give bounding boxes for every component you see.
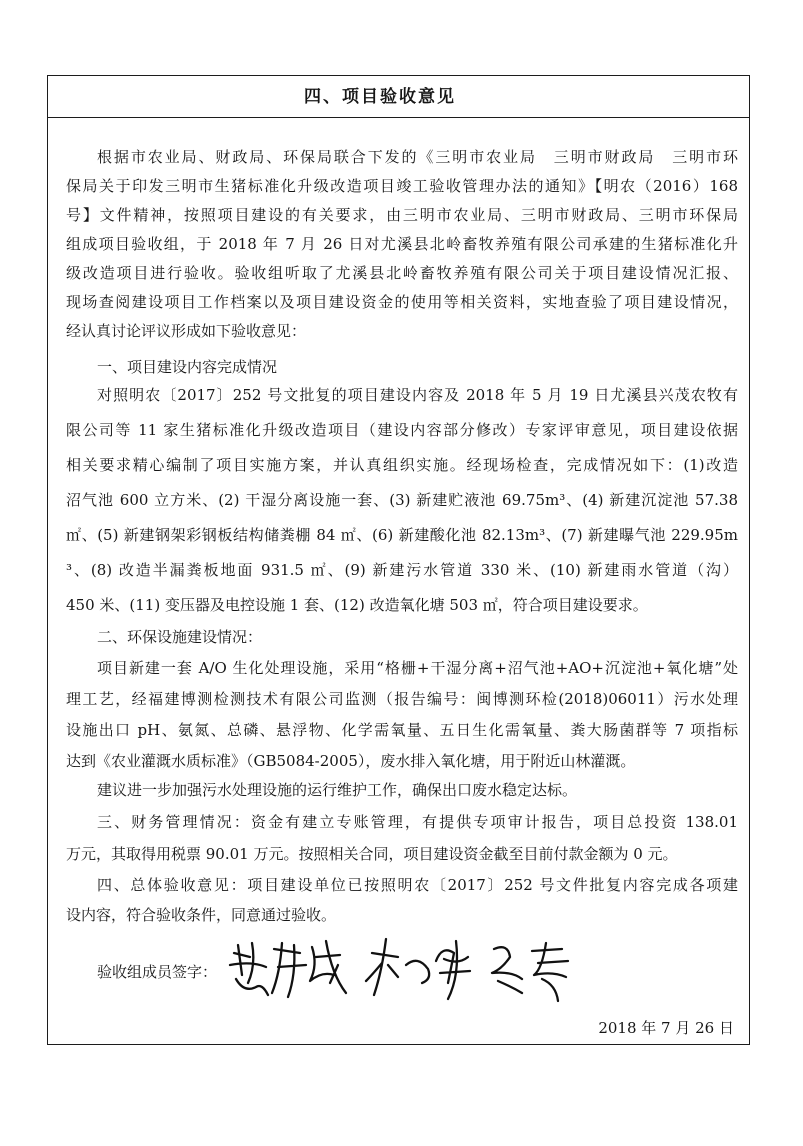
signature-1	[230, 941, 346, 997]
text-line: 限公司等 11 家生猪标准化升级改造项目（建设内容部分修改）专家评审意见，项目建设依据	[66, 421, 738, 439]
text-line: 经认真讨论评议形成如下验收意见：	[66, 322, 307, 340]
section-heading: 二、环保设施建设情况：	[97, 628, 263, 646]
text-line: 沼气池 600 立方米、(2) 干湿分离设施一套、(3) 新建贮液池 69.75m³、(4) 新建沉淀池 57.38	[66, 491, 738, 509]
text-line: 四、总体验收意见：项目建设单位已按照明农〔2017〕252 号文件批复内容完成各项建	[97, 876, 738, 894]
signature-3	[492, 943, 568, 1001]
handwritten-signatures	[222, 935, 592, 1005]
section2-paragraph	[66, 653, 738, 777]
text-line: ㎡、(5) 新建钢架彩钢板结构储粪棚 84 ㎡、(6) 新建酸化池 82.13m³、(7) 新建曝气池 229.95m	[66, 526, 738, 544]
text-line: 根据市农业局、财政局、环保局联合下发的《三明市农业局 三明市财政局 三明市环	[97, 148, 738, 166]
section1-paragraph	[66, 378, 738, 623]
text-line: 万元，其取得用税票 90.01 万元。按照相关合同，项目建设资金截至目前付款金额为 0 元。	[66, 845, 678, 863]
text-line: 三、财务管理情况：资金有建立专账管理，有提供专项审计报告，项目总投资 138.01	[97, 813, 738, 831]
document-date: 2018 年 7 月 26 日	[598, 1019, 734, 1037]
text-line: 设内容，符合验收条件，同意通过验收。	[66, 906, 337, 924]
text-line: 450 米、(11) 变压器及电控设施 1 套、(12) 改造氧化塘 503 ㎡，符合项目建设要求。	[66, 596, 648, 614]
text-line: 号】文件精神，按照项目建设的有关要求，由三明市农业局、三明市财政局、三明市环保局	[66, 206, 738, 224]
text-line: 建议进一步加强污水处理设施的运行维护工作，确保出口废水稳定达标。	[97, 781, 578, 799]
text-line: 级改造项目进行验收。验收组听取了尤溪县北岭畜牧养殖有限公司关于项目建设情况汇报、	[66, 264, 738, 282]
section-heading: 一、项目建设内容完成情况	[97, 358, 278, 376]
text-line: 相关要求精心编制了项目实施方案，并认真组织实施。经现场检查，完成情况如下：(1)改造	[66, 456, 738, 474]
text-line: ³、(8) 改造半漏粪板地面 931.5 ㎡、(9) 新建污水管道 330 米、(10) 新建雨水管道（沟）	[66, 561, 738, 579]
text-line: 组成项目验收组，于 2018 年 7 月 26 日对尤溪县北岭畜牧养殖有限公司承建的生猪标准化升	[66, 235, 738, 253]
text-line: 达到《农业灌溉水质标准》（GB5084-2005），废水排入氧化塘，用于附近山林灌溉。	[66, 752, 636, 770]
signature-2	[366, 939, 470, 999]
section3-paragraph	[66, 806, 738, 870]
text-line: 现场查阅建设项目工作档案以及项目建设资金的使用等相关资料，实地查验了项目建设情况，	[66, 293, 738, 311]
signature-label: 验收组成员签字：	[97, 963, 218, 981]
text-line: 保局关于印发三明市生猪标准化升级改造项目竣工验收管理办法的通知》【明农（2016）168	[66, 177, 738, 195]
title-divider	[47, 117, 750, 118]
text-line: 理工艺，经福建博测检测技术有限公司监测（报告编号：闽博测环检(2018)06011）污水处理	[66, 690, 738, 708]
section4-paragraph	[66, 870, 738, 930]
text-line: 项目新建一套 A/O 生化处理设施，采用“格栅+干湿分离+沼气池+AO+沉淀池+氧化塘”处	[97, 659, 738, 677]
text-line: 对照明农〔2017〕252 号文批复的项目建设内容及 2018 年 5 月 19 日尤溪县兴茂农牧有	[97, 386, 738, 404]
intro-paragraph	[66, 143, 738, 346]
section2-heading-block	[66, 623, 738, 652]
text-line: 设施出口 pH、氨氮、总磷、悬浮物、化学需氧量、五日生化需氧量、粪大肠菌群等 7 项指标	[66, 721, 738, 739]
section2-suggestion	[66, 776, 738, 805]
page-title: 四、项目验收意见	[304, 87, 456, 107]
